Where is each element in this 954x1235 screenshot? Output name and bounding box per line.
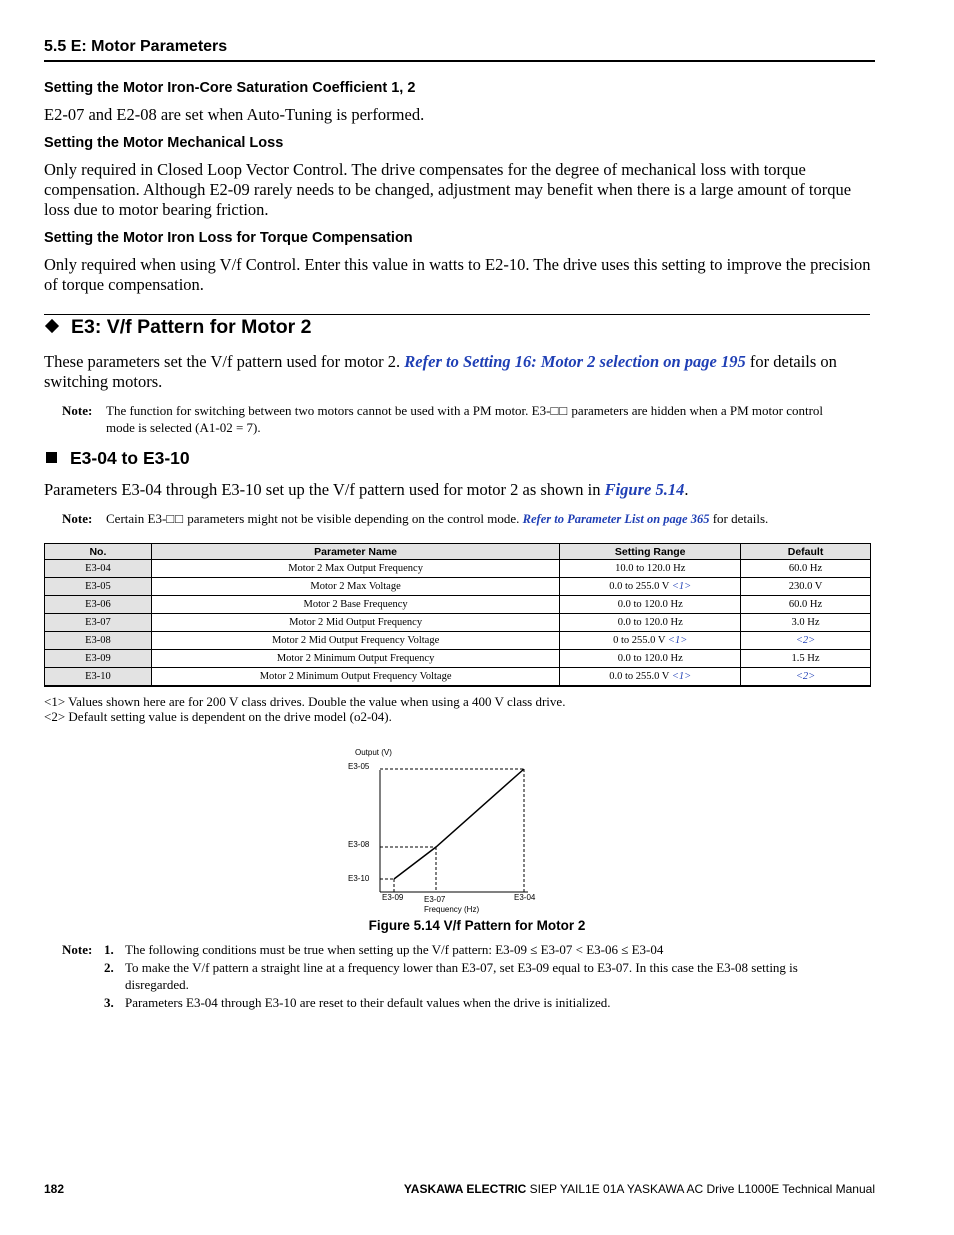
- table-row: E3-10 Motor 2 Minimum Output Frequency Voltage 0.0 to 255.0 V <1> <2>: [45, 668, 871, 687]
- placeholder-boxes: □□: [550, 403, 569, 418]
- iron-core-text: E2-07 and E2-08 are set when Auto-Tuning is performed.: [44, 105, 425, 124]
- end-notes: Note: 1. The following conditions must be true when setting up the V/f pattern: E3-09 ≤ E3-07 < E3-06 ≤ E3-04 2. To make the V/f pattern a straight line at a frequency lower than E3-07, set E3-09 equal to E3-07. In this case the E3-08 setting is disregarded. 3. Parameters E3-04 through E3-10 are reset to their default values when the drive is initialized.: [62, 941, 862, 1011]
- footnote-ref[interactable]: <1>: [671, 671, 692, 682]
- section-rule: [44, 314, 870, 315]
- list-item: 2. To make the V/f pattern a straight line at a frequency lower than E3-07, set E3-09 equal to E3-07. In this case the E3-08 setting is disregarded.: [104, 959, 798, 992]
- table-footnotes: [44, 695, 565, 724]
- e3-heading: E3: V/f Pattern for Motor 2: [44, 316, 312, 339]
- footnote-ref[interactable]: <1>: [667, 635, 688, 646]
- table-header-row: [45, 544, 871, 560]
- footnote-ref[interactable]: <2>: [795, 671, 816, 682]
- e3-04-10-heading: E3-04 to E3-10: [46, 448, 190, 469]
- x-label-e3-04: E3-04: [514, 893, 536, 902]
- y-axis-label: Output (V): [355, 748, 392, 757]
- table-row: E3-09 Motor 2 Minimum Output Frequency 0.0 to 120.0 Hz 1.5 Hz: [45, 650, 871, 668]
- x-label-e3-09: E3-09: [382, 893, 404, 902]
- parameter-table: [44, 543, 871, 687]
- setting-16-link[interactable]: Refer to Setting 16: Motor 2 selection on page 195: [404, 352, 746, 371]
- y-label-e3-05: E3-05: [348, 762, 370, 771]
- footnote-ref[interactable]: <1>: [671, 581, 692, 592]
- col-header-no: No.: [45, 544, 152, 560]
- vf-curve: [394, 769, 524, 879]
- parameter-list-link[interactable]: Refer to Parameter List on page 365: [522, 512, 710, 526]
- vf-pattern-figure: [330, 740, 560, 915]
- footnote-ref[interactable]: <2>: [795, 635, 816, 646]
- table-row: E3-06 Motor 2 Base Frequency 0.0 to 120.0 Hz 60.0 Hz: [45, 596, 871, 614]
- figure-5-14-link[interactable]: Figure 5.14: [604, 480, 685, 499]
- iron-loss-text: Only required when using V/f Control. Enter this value in watts to E2-10. The drive uses this setting to improve the precision of torque compensation.: [44, 255, 871, 294]
- mech-loss-heading: Setting the Motor Mechanical Loss: [44, 135, 284, 151]
- e3-note: Note: The function for switching between two motors cannot be used with a PM motor. E3-□□ parameters are hidden when a PM motor control mode is selected (A1-02 = 7).: [62, 403, 824, 435]
- footnote-2: <2> Default setting value is dependent on the drive model (o2-04).: [44, 708, 392, 724]
- iron-core-heading: Setting the Motor Iron-Core Saturation Coefficient 1, 2: [44, 80, 416, 96]
- square-bullet-icon: [46, 452, 57, 463]
- list-item: 3. Parameters E3-04 through E3-10 are reset to their default values when the drive is initialized.: [104, 994, 611, 1010]
- e3-04-10-note: Note: Certain E3-□□ parameters might not be visible depending on the control mode. Refer to Parameter List on page 365 for details.: [62, 511, 769, 526]
- footer-doc-title: YASKAWA ELECTRIC SIEP YAIL1E 01A YASKAWA AC Drive L1000E Technical Manual: [403, 1182, 875, 1196]
- mech-loss-text: Only required in Closed Loop Vector Control. The drive compensates for the degree of mechanical loss with torque compensation. Although E2-09 rarely needs to be changed, adjustment may benefit when there is a large amount of torque loss due to motor bearing friction.: [44, 160, 852, 219]
- footnote-1: <1> Values shown here are for 200 V class drives. Double the value when using a 400 V class drive.: [44, 694, 566, 709]
- diamond-bullet-icon: [45, 319, 59, 333]
- e3-intro: These parameters set the V/f pattern used for motor 2. Refer to Setting 16: Motor 2 selection on page 195 for details on switching motors.: [44, 352, 837, 391]
- y-label-e3-10: E3-10: [348, 874, 370, 883]
- col-header-name: Parameter Name: [151, 544, 559, 560]
- table-row: E3-05 Motor 2 Max Voltage 0.0 to 255.0 V <1> 230.0 V: [45, 578, 871, 596]
- list-item: 1. The following conditions must be true when setting up the V/f pattern: E3-09 ≤ E3-07 < E3-06 ≤ E3-04: [104, 942, 664, 957]
- x-axis-label: Frequency (Hz): [424, 905, 480, 914]
- table-row: E3-08 Motor 2 Mid Output Frequency Voltage 0 to 255.0 V <1> <2>: [45, 632, 871, 650]
- col-header-default: Default: [741, 544, 871, 560]
- table-row: E3-07 Motor 2 Mid Output Frequency 0.0 to 120.0 Hz 3.0 Hz: [45, 614, 871, 632]
- e3-04-10-text: Parameters E3-04 through E3-10 set up the V/f pattern used for motor 2 as shown in Figure 5.14.: [44, 480, 689, 499]
- header-rule: [44, 60, 875, 62]
- col-header-range: Setting Range: [560, 544, 741, 560]
- y-label-e3-08: E3-08: [348, 840, 370, 849]
- section-header: 5.5 E: Motor Parameters: [44, 38, 228, 55]
- iron-loss-heading: Setting the Motor Iron Loss for Torque Compensation: [44, 230, 413, 246]
- page-number: 182: [44, 1182, 65, 1196]
- figure-caption: Figure 5.14 V/f Pattern for Motor 2: [368, 918, 586, 933]
- table-row: E3-04 Motor 2 Max Output Frequency 10.0 to 120.0 Hz 60.0 Hz: [45, 560, 871, 578]
- x-label-e3-07: E3-07: [424, 895, 446, 904]
